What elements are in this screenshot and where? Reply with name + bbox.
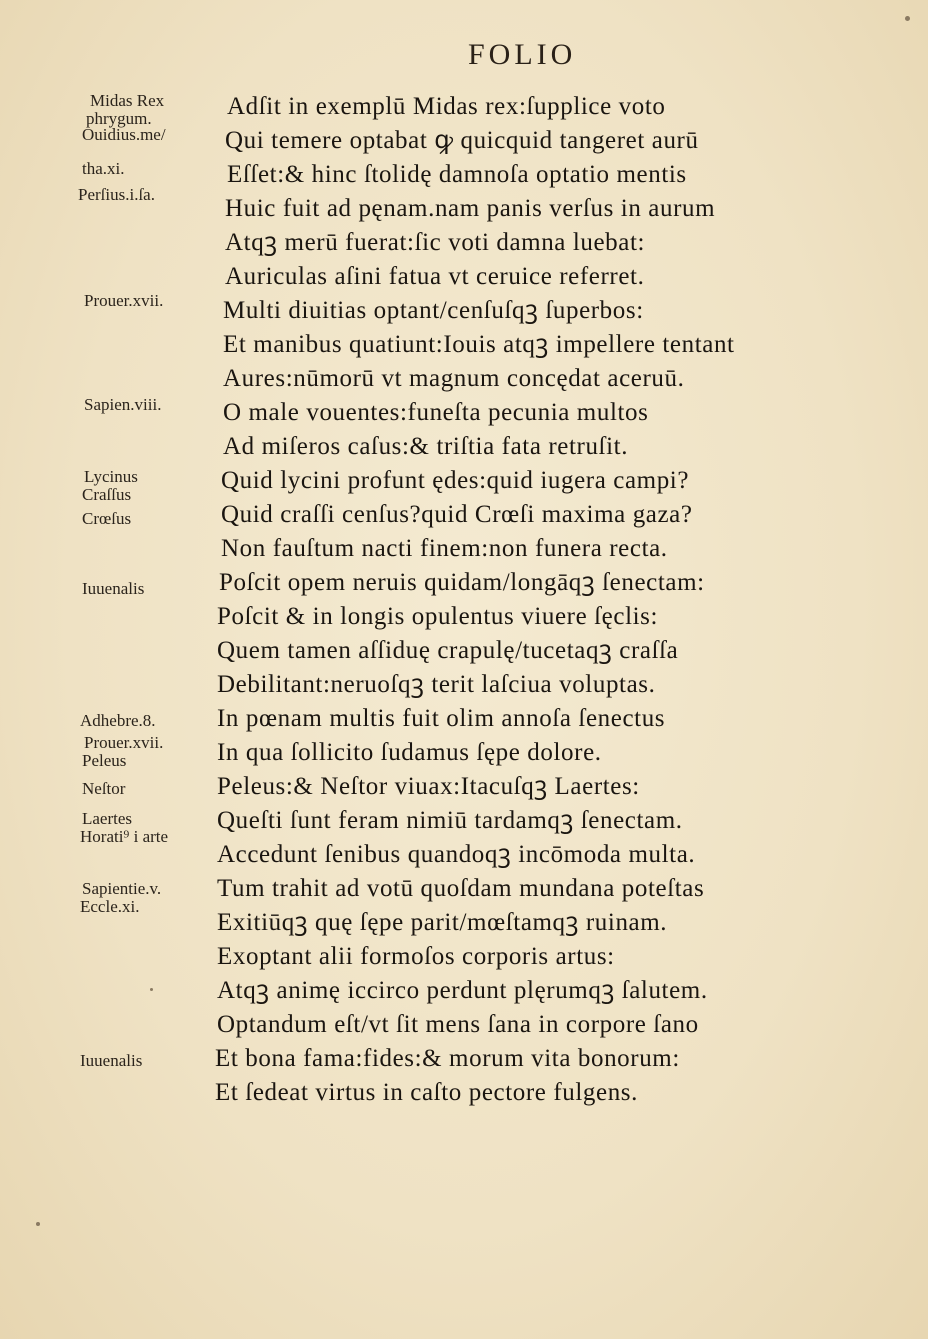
marginal-note: Iuuenalis [80,1051,143,1070]
verse-line: Et manibus quatiunt:Iouis atqꝫ impellere tentant [223,331,735,358]
verse-line: Qui temere optabat ꝙ quicquid tangeret aurū [225,127,699,154]
marginal-note: Prouer.xvii. [84,291,164,310]
verse-line: Et bona fama:fides:& morum vita bonorum: [215,1045,680,1072]
verse-line: Auriculas aſini fatua vt ceruice referret. [225,263,645,290]
verse-line: Exitiūqꝫ quę ſępe parit/mœſtamqꝫ ruinam. [217,909,668,936]
folio-heading: FOLIO [468,38,577,71]
verse-line: O male vouentes:funeſta pecunia multos [223,399,649,426]
marginal-note: Prouer.xvii. [84,733,164,752]
marginal-note: Craſſus [82,485,132,504]
marginal-note: Neſtor [82,779,126,798]
marginal-note: tha.xi. [82,159,125,178]
marginal-note: Perſius.i.ſa. [78,185,155,204]
verse-line: Atqꝫ animę iccirco perdunt plęrumqꝫ ſalutem. [217,977,708,1004]
verse-line: Queſti ſunt feram nimiū tardamqꝫ ſenectam. [217,807,683,834]
verse-line: Adſit in exemplū Midas rex:ſupplice voto [227,93,666,120]
paper-speck [905,16,910,21]
marginal-note: Adhebre.8. [80,711,156,730]
paper-speck [150,988,153,991]
verse-line: Quid craſſi cenſus?quid Crœſi maxima gaza? [221,501,693,528]
marginal-note: phrygum. [86,109,152,128]
verse-line: Accedunt ſenibus quandoqꝫ incōmoda multa. [217,841,696,868]
verse-line: Non fauſtum nacti finem:non funera recta. [221,535,668,562]
verse-line: Poſcit opem neruis quidam/longāqꝫ ſenectam: [219,569,705,596]
paper-speck [36,1222,40,1226]
verse-line: Quid lycini profunt ędes:quid iugera campi? [221,467,690,494]
marginal-note: Eccle.xi. [80,897,140,916]
marginal-note: Iuuenalis [82,579,145,598]
verse-line: In qua ſollicito ſudamus ſępe dolore. [217,739,602,766]
marginal-note: Peleus [82,751,127,770]
marginal-note: Lycinus [84,467,138,486]
verse-line: Debilitant:neruoſqꝫ terit laſciua voluptas. [217,671,656,698]
verse-line: Exoptant alii formoſos corporis artus: [217,943,615,970]
marginal-note: Ouidius.me/ [82,125,166,144]
verse-line: Eſſet:& hinc ſtolidę damnoſa optatio mentis [227,161,687,188]
verse-line: Poſcit & in longis opulentus viuere ſęclis: [217,603,659,630]
verse-line: Peleus:& Neſtor viuax:Itacuſqꝫ Laertes: [217,773,640,800]
marginal-note: Sapien.viii. [84,395,162,414]
verse-line: Et ſedeat virtus in caſto pectore fulgens. [215,1079,638,1106]
marginal-note: Midas Rex [90,91,165,110]
verse-line: Aures:nūmorū vt magnum concędat aceruū. [223,365,685,392]
verse-line: Optandum eſt/vt ſit mens ſana in corpore ſano [217,1011,699,1038]
marginal-note: Crœſus [82,509,132,528]
marginal-note: Sapientie.v. [82,879,162,898]
verse-line: Atqꝫ merū fuerat:ſic voti damna luebat: [225,229,646,256]
verse-text [215,90,855,1110]
verse-line: Quem tamen aſſiduę crapulę/tucetaqꝫ craſſa [217,637,679,664]
marginal-note: Laertes [82,809,133,828]
verse-line: Ad miſeros caſus:& triſtia fata retruſit. [223,433,629,460]
verse-line: In pœnam multis fuit olim annoſa ſenectus [217,705,666,732]
verse-line: Tum trahit ad votū quoſdam mundana poteſtas [217,875,705,902]
marginal-note: Horati⁹ i arte [80,827,169,846]
verse-line: Multi diuitias optant/cenſuſqꝫ ſuperbos: [223,297,644,324]
verse-line: Huic fuit ad pęnam.nam panis verſus in aurum [225,195,716,222]
